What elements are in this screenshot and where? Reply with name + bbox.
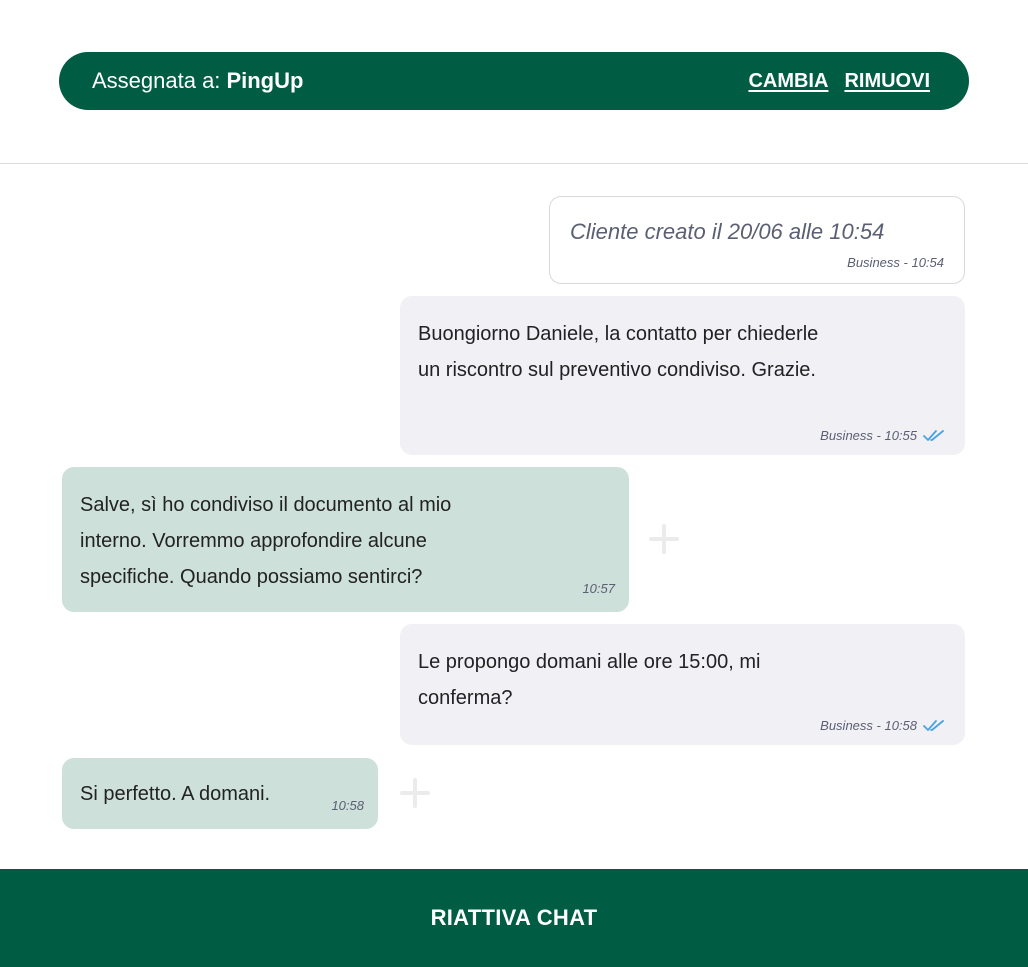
double-check-icon (923, 720, 945, 732)
message-line: specifiche. Quando possiamo sentirci? (80, 566, 423, 588)
message-line: Salve, sì ho condiviso il documento al mio (80, 494, 452, 516)
message-timestamp: 10:58 (331, 798, 364, 813)
message-text (80, 487, 611, 595)
change-assignee-link[interactable]: CAMBIA (748, 69, 829, 92)
message-line: un riscontro sul preventivo condiviso. Grazie. (418, 359, 816, 381)
message-text (418, 644, 947, 716)
message-text (80, 776, 360, 812)
outgoing-message (400, 296, 965, 455)
assignment-actions (748, 70, 930, 93)
header-divider (0, 163, 1028, 164)
message-timestamp: Business - 10:58 (820, 718, 917, 733)
system-message (549, 196, 965, 284)
message-meta (820, 428, 945, 443)
add-reaction-icon[interactable] (649, 524, 679, 554)
message-line: interno. Vorremmo approfondire alcune (80, 530, 427, 552)
message-meta (331, 798, 364, 813)
incoming-message (62, 467, 629, 612)
message-timestamp: Business - 10:54 (847, 255, 944, 270)
message-line: Le propongo domani alle ore 15:00, mi (418, 651, 761, 673)
footer-bar (0, 869, 1028, 967)
message-timestamp: Business - 10:55 (820, 428, 917, 443)
message-meta (820, 718, 945, 733)
message-meta (847, 255, 944, 270)
message-line: Buongiorno Daniele, la contatto per chiederle (418, 323, 819, 345)
assignment-bar (59, 52, 969, 110)
assignee-name: PingUp (226, 68, 304, 93)
message-line: conferma? (418, 687, 513, 709)
assignment-info (92, 68, 303, 94)
outgoing-message (400, 624, 965, 745)
system-message-text: Cliente creato il 20/06 alle 10:54 (570, 219, 885, 244)
remove-assignee-link[interactable]: RIMUOVI (844, 69, 930, 92)
add-reaction-icon[interactable] (400, 778, 430, 808)
message-text (418, 316, 947, 388)
message-timestamp: 10:57 (582, 581, 615, 596)
message-meta (582, 581, 615, 596)
assignment-label: Assegnata a: (92, 68, 221, 93)
double-check-icon (923, 430, 945, 442)
message-line: Si perfetto. A domani. (80, 783, 271, 805)
incoming-message (62, 758, 378, 829)
reactivate-chat-button[interactable]: RIATTIVA CHAT (430, 905, 598, 930)
